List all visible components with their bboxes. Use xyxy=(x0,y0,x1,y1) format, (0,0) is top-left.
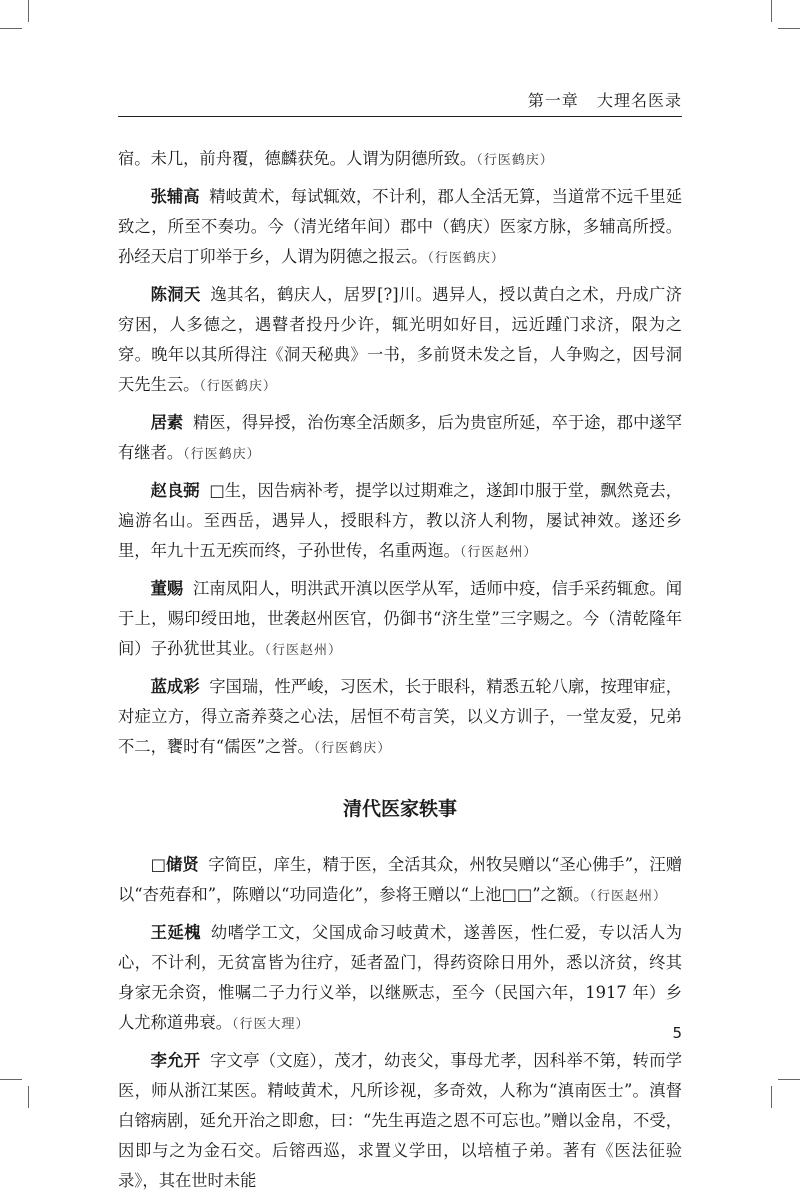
entry-paragraph xyxy=(118,850,682,912)
entries-part1 xyxy=(118,144,682,764)
source-note: （行医鹤庆） xyxy=(476,153,554,168)
source-note: （行医赵州） xyxy=(589,889,667,904)
source-note: （行医鹤庆） xyxy=(427,251,505,266)
source-note: （行医鹤庆） xyxy=(199,379,277,394)
crop-mark xyxy=(0,1079,22,1080)
running-header xyxy=(118,88,682,111)
crop-mark xyxy=(778,1079,800,1080)
entry-paragraph xyxy=(118,408,682,470)
physician-name: 李允开 xyxy=(150,1051,201,1070)
entry-text: 字简臣，庠生，精于医，全活其众，州牧吴赠以“圣心佛手”，汪赠以“杏苑春和”，陈赠以“功同造化”，参将王赠以“上池□□”之额。 xyxy=(118,855,682,904)
physician-name: □储贤 xyxy=(150,855,199,874)
entry-paragraph xyxy=(118,574,682,666)
physician-name: 居素 xyxy=(150,413,184,432)
entry-paragraph xyxy=(118,144,682,176)
entry-paragraph xyxy=(118,672,682,764)
entry-text: 字国瑞，性严峻，习医术，长于眼科，精悉五轮八廓，按理审症，对症立方，得立斋养葵之心法，居恒不苟言笑，以义方训子，一堂友爱，兄弟不二，饔时有“儒医”之誉。 xyxy=(118,677,682,756)
entry-text: 精岐黄术，每试辄效，不计利，郡人全活无算，当道常不远千里延致之，所至不奏功。今（清光绪年间）郡中（鹤庆）医家方脉，多辅高所授。孙经天启丁卯举于乡，人谓为阴德之报云。 xyxy=(118,187,682,266)
source-note: （行医赵州） xyxy=(264,643,343,658)
crop-mark xyxy=(28,0,29,22)
physician-name: 陈洞天 xyxy=(150,285,201,304)
entry-paragraph xyxy=(118,918,682,1040)
crop-mark xyxy=(771,0,772,22)
entry-paragraph xyxy=(118,476,682,568)
entry-text: 宿。未几，前舟覆，德麟获免。人谓为阴德所致。 xyxy=(118,149,477,168)
crop-mark xyxy=(0,28,22,29)
physician-name: 王延槐 xyxy=(150,923,202,942)
crop-mark xyxy=(778,28,800,29)
entry-paragraph xyxy=(118,280,682,402)
source-note: （行医大理） xyxy=(231,1017,310,1032)
entry-text: 精医，得异授，治伤寒全活颇多，后为贵宦所延，卒于途，郡中遂罕有继者。 xyxy=(118,413,682,462)
entry-text: 逸其名，鹤庆人，居罗[?]川。遇异人，授以黄白之术，丹成广济穷困，人多德之，遇瞽者投丹少许，辄光明如好目，远近踵门求济，限为之穿。晚年以其所得注《洞天秘典》一书，多前贤未发之旨，人争购之，因号洞天先生云。 xyxy=(118,285,682,394)
entry-paragraph xyxy=(118,1046,682,1196)
section-title: 清代医家轶事 xyxy=(342,798,457,820)
physician-name: 张辅高 xyxy=(150,187,200,206)
physician-name: 董赐 xyxy=(150,579,184,598)
source-note: （行医赵州） xyxy=(459,545,538,560)
page-number: 5 xyxy=(672,1024,682,1042)
entries-part2 xyxy=(118,850,682,1196)
source-note: （行医鹤庆） xyxy=(183,447,261,462)
entry-text: 字文亭（文庭），茂才，幼丧父，事母尤孝，因科举不第，转而学医，师从浙江某医。精岐黄术，凡所诊视，多奇效，人称为“滇南医士”。滇督白镕病剧，延允开治之即愈，曰：“先生再造之恩不可忘也。”赠以金帛，不受，因即与之为金石交。后镕西巡，求置义学田，以培植子弟。著有《医法征验录》，其在世时未能 xyxy=(118,1051,682,1190)
entry-text: 江南凤阳人，明洪武开滇以医学从军，适师中疫，信手采药辄愈。闻于上，赐印绶田地，世袭赵州医官，仍御书“济生堂”三字赐之。今（清乾隆年间）子孙犹世其业。 xyxy=(118,579,682,658)
source-note: （行医鹤庆） xyxy=(313,741,392,756)
entry-text: 幼嗜学工文，父国成命习岐黄术，遂善医，性仁爱，专以活人为心，不计利，无贫富皆为往疗，延者盈门，得药资除日用外，悉以济贫，终其身家无余资，惟嘱二子力行义举，以继厥志，至今（民国六年，1917 年）乡人尤称道弗衰。 xyxy=(118,923,682,1032)
physician-name: 蓝成彩 xyxy=(150,677,200,696)
chapter-label: 第一章 xyxy=(527,91,579,110)
header-rule xyxy=(118,116,682,117)
crop-mark xyxy=(28,1086,29,1108)
crop-mark xyxy=(771,1086,772,1108)
chapter-title: 大理名医录 xyxy=(596,91,682,110)
entry-text: □生，因告病补考，提学以过期难之，遂卸巾服于堂，飘然竟去，遍游名山。至西岳，遇异人，授眼科方，教以济人利物，屡试神效。遂还乡里，年九十五无疾而终，子孙世传，名重两迤。 xyxy=(118,481,682,560)
page-body xyxy=(118,144,682,1202)
entry-paragraph xyxy=(118,182,682,274)
physician-name: 赵良弼 xyxy=(150,481,200,500)
